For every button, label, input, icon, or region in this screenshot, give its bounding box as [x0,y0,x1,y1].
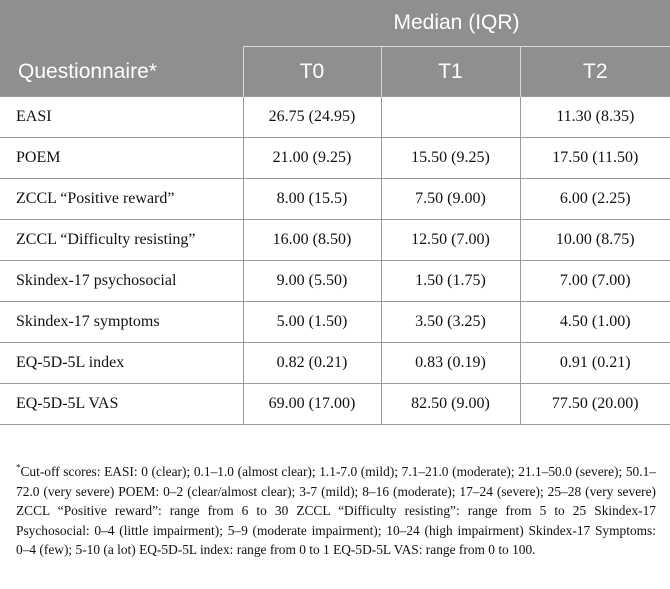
t0-value: 21.00 (9.25) [243,138,381,179]
t2-value: 0.91 (0.21) [520,343,670,384]
table-row [0,179,670,220]
t1-value: 3.50 (3.25) [381,302,520,343]
t2-value: 17.50 (11.50) [520,138,670,179]
table-row [0,220,670,261]
table-footnote [16,462,656,560]
t0-value: 26.75 (24.95) [243,97,381,138]
table-header [0,0,670,97]
t0-value: 8.00 (15.5) [243,179,381,220]
t1-value [381,97,520,138]
t1-value: 0.83 (0.19) [381,343,520,384]
row-label: Skindex-17 symptoms [0,302,243,343]
questionnaire-header-marker: * [148,60,157,83]
t2-value: 11.30 (8.35) [520,97,670,138]
t2-value: 6.00 (2.25) [520,179,670,220]
table-row [0,343,670,384]
row-label: EQ-5D-5L VAS [0,384,243,425]
t2-value: 4.50 (1.00) [520,302,670,343]
t1-value: 12.50 (7.00) [381,220,520,261]
footnote-text: Cut-off scores: EASI: 0 (clear); 0.1–1.0 (almost clear); 1.1-7.0 (mild); 7.1–21.0 (moderate); 21.1–50.0 (severe); 50.1–72.0 (very severe) POEM: 0–2 (clear/almost clear); 3-7 (mild); 8–16 (moderate); 17–24 (severe); 25–28 (very severe) ZCCL “Positive reward”: range from 6 to 30 ZCCL “Difficulty resisting”: range from 5 to 25 Skindex-17 Psychosocial: 0–4 (little impairment); 5–9 (moderate impairment); 10–24 (high impairment) Skindex-17 Symptoms: 0–4 (few); 5-10 (a lot) EQ-5D-5L index: range from 0 to 1 EQ-5D-5L VAS: range from 0 to 100. [16,464,656,557]
table-row [0,261,670,302]
t1-value: 1.50 (1.75) [381,261,520,302]
questionnaire-header-label: Questionnaire [18,60,149,83]
row-label: POEM [0,138,243,179]
table-body [0,97,670,425]
t0-value: 0.82 (0.21) [243,343,381,384]
t1-value: 7.50 (9.00) [381,179,520,220]
t0-value: 9.00 (5.50) [243,261,381,302]
row-label: EQ-5D-5L index [0,343,243,384]
t1-value: 82.50 (9.00) [381,384,520,425]
t2-value: 7.00 (7.00) [520,261,670,302]
row-label: ZCCL “Positive reward” [0,179,243,220]
t0-value: 5.00 (1.50) [243,302,381,343]
table-row [0,138,670,179]
table-row [0,97,670,138]
timepoint-header-t0: T0 [243,47,381,97]
median-iqr-group-header: Median (IQR) [243,0,670,47]
questionnaire-column-header [0,0,243,97]
table-row [0,302,670,343]
t2-value: 77.50 (20.00) [520,384,670,425]
row-label: ZCCL “Difficulty resisting” [0,220,243,261]
row-label: Skindex-17 psychosocial [0,261,243,302]
timepoint-header-t2: T2 [520,47,670,97]
footnote-marker: * [16,462,21,473]
t2-value: 10.00 (8.75) [520,220,670,261]
t0-value: 69.00 (17.00) [243,384,381,425]
t1-value: 15.50 (9.25) [381,138,520,179]
t0-value: 16.00 (8.50) [243,220,381,261]
table-row [0,384,670,425]
timepoint-header-t1: T1 [381,47,520,97]
row-label: EASI [0,97,243,138]
